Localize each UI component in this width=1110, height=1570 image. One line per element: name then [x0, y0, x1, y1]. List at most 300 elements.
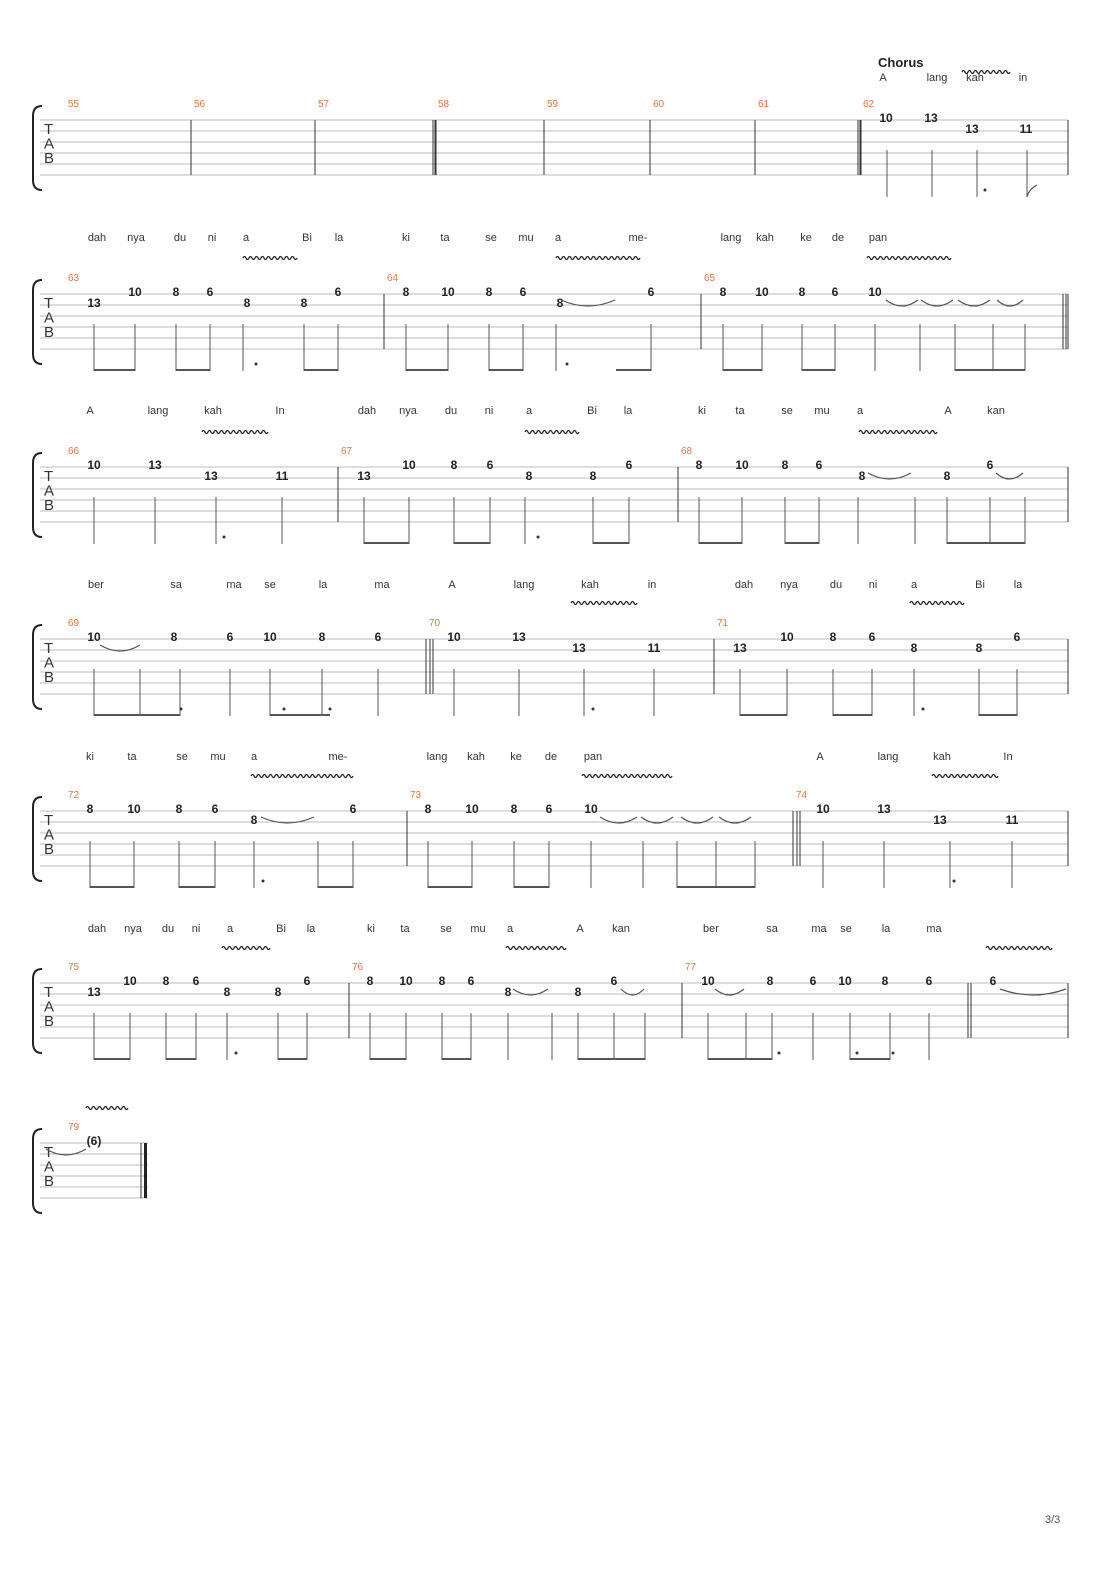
- fret-number: 10: [87, 458, 101, 472]
- tab-clef-letter: T: [44, 121, 54, 138]
- fret-number: 13: [924, 111, 938, 125]
- lyric-syllable: pan: [868, 232, 888, 244]
- dot: [223, 536, 226, 539]
- fret-number: 8: [556, 296, 564, 310]
- fret-number: 6: [986, 458, 994, 472]
- fret-number: 13: [204, 469, 218, 483]
- lyric-syllable: In: [1003, 751, 1013, 763]
- lyric-syllable: ma: [811, 923, 827, 935]
- lyric-syllable: ni: [191, 923, 201, 935]
- vibrato-mark: [243, 257, 297, 260]
- fret-number: 6: [334, 285, 342, 299]
- fret-number: 10: [735, 458, 749, 472]
- tab-system-1: [33, 99, 1068, 190]
- lyric-syllable: dah: [357, 405, 377, 417]
- fret-number: 6: [467, 974, 475, 988]
- tab-clef-letter: A: [44, 1158, 55, 1176]
- fret-number: 8: [162, 974, 170, 988]
- system-bracket: [33, 453, 42, 537]
- lyric-syllable: la: [334, 232, 344, 244]
- tab-clef-letter: A: [44, 826, 55, 844]
- dot: [329, 708, 332, 711]
- dot: [592, 708, 595, 711]
- lyric-syllable: mu: [814, 405, 830, 417]
- lyric-syllable: ke: [510, 751, 522, 763]
- vibrato-mark: [222, 947, 270, 950]
- lyric-syllable: ma: [374, 579, 390, 591]
- lyric-syllable: nya: [124, 923, 142, 935]
- lyric-syllable: nya: [127, 232, 145, 244]
- note-beam: [270, 714, 330, 716]
- fret-number: 8: [274, 985, 282, 999]
- tab-clef-letter: T: [44, 468, 54, 485]
- note-beam: [454, 542, 490, 544]
- lyric-syllable: ma: [926, 923, 942, 935]
- lyric-syllable: pan: [583, 751, 603, 763]
- fret-number: 8: [243, 296, 251, 310]
- fret-number: 8: [318, 630, 326, 644]
- note-flag: [1027, 185, 1037, 197]
- measure-number: 65: [704, 273, 716, 284]
- lyric-syllable: A: [576, 923, 584, 935]
- lyric-syllable: sa: [766, 923, 778, 935]
- fret-number: 10: [447, 630, 461, 644]
- fret-number: 8: [589, 469, 597, 483]
- measure-number: 73: [410, 790, 422, 801]
- note-beam: [578, 1058, 645, 1060]
- lyric-syllable: ta: [127, 751, 137, 763]
- dot: [892, 1052, 895, 1055]
- lyric-syllable: ki: [86, 751, 94, 763]
- note-beam: [723, 369, 762, 371]
- lyric-syllable: ma: [226, 579, 242, 591]
- lyric-syllable: ki: [402, 232, 410, 244]
- note-beam: [90, 886, 134, 888]
- fret-number: 8: [250, 813, 258, 827]
- note-beam: [318, 886, 353, 888]
- tab-clef-letter: B: [44, 497, 55, 514]
- dot: [984, 189, 987, 192]
- measure-number: 79: [68, 1122, 80, 1133]
- lyrics-system-5: [86, 751, 1013, 763]
- lyric-syllable: a: [910, 579, 918, 591]
- fret-number: 8: [510, 802, 518, 816]
- note-beam: [489, 369, 523, 371]
- fret-number: 8: [766, 974, 774, 988]
- system-bracket: [33, 969, 42, 1053]
- note-beam: [176, 369, 210, 371]
- fret-number: 10: [402, 458, 416, 472]
- fret-number: 10: [816, 802, 830, 816]
- fret-number: 8: [424, 802, 432, 816]
- fret-number: 13: [148, 458, 162, 472]
- fret-number: 13: [733, 641, 747, 655]
- lyric-syllable: se: [840, 923, 852, 935]
- tab-clef-letter: A: [44, 482, 55, 500]
- lyric-syllable: lang: [720, 232, 742, 244]
- tab-clef-letter: A: [44, 135, 55, 153]
- note-beam: [428, 886, 472, 888]
- lyric-syllable: In: [275, 405, 285, 417]
- lyric-syllable: kah: [467, 751, 485, 763]
- lyric-syllable: nya: [780, 579, 798, 591]
- fret-number: 8: [172, 285, 180, 299]
- lyric-syllable: ki: [367, 923, 375, 935]
- fret-number: 10: [128, 285, 142, 299]
- lyric-syllable: kan: [612, 923, 630, 935]
- tab-system-6: [33, 962, 1068, 1053]
- tab-clef-letter: B: [44, 1013, 55, 1030]
- fret-number: 8: [858, 469, 866, 483]
- lyric-syllable: se: [485, 232, 497, 244]
- fret-number: 6: [211, 802, 219, 816]
- system-bracket: [33, 1129, 42, 1213]
- tab-clef-letter: T: [44, 812, 54, 829]
- tab-notes-system-1: [879, 71, 1037, 198]
- lyrics-system-3: [86, 405, 1005, 417]
- fret-number: 8: [798, 285, 806, 299]
- note-beam: [304, 369, 338, 371]
- note-beam: [833, 714, 872, 716]
- vibrato-mark: [571, 602, 637, 605]
- tab-notes-system-6: [87, 947, 1066, 1061]
- dot: [778, 1052, 781, 1055]
- measure-number: 62: [863, 99, 875, 110]
- measure-number: 55: [68, 99, 80, 110]
- lyric-syllable: dah: [87, 232, 107, 244]
- lyric-syllable: a: [242, 232, 250, 244]
- fret-number: 8: [402, 285, 410, 299]
- vibrato-mark: [910, 602, 964, 605]
- fret-number: 8: [975, 641, 983, 655]
- fret-number: 11: [275, 469, 289, 483]
- note-beam: [514, 886, 549, 888]
- fret-number: 6: [226, 630, 234, 644]
- measure-number: 69: [68, 618, 80, 629]
- lyric-syllable: ki: [698, 405, 706, 417]
- note-beam: [708, 1058, 772, 1060]
- system-bracket: [33, 106, 42, 190]
- fret-number: 6: [349, 802, 357, 816]
- fret-number: 11: [1005, 813, 1019, 827]
- lyric-syllable: se: [176, 751, 188, 763]
- dot: [856, 1052, 859, 1055]
- note-beam: [616, 369, 651, 371]
- fret-number: 13: [933, 813, 947, 827]
- lyric-syllable: du: [161, 923, 175, 935]
- system-bracket: [33, 280, 42, 364]
- tab-system-2: [33, 273, 1068, 364]
- measure-number: 77: [685, 962, 697, 973]
- lyric-syllable: lang: [147, 405, 169, 417]
- fret-number: 10: [441, 285, 455, 299]
- note-beam: [740, 714, 787, 716]
- lyric-syllable: de: [831, 232, 845, 244]
- fret-number: 6: [519, 285, 527, 299]
- fret-number: 8: [781, 458, 789, 472]
- dot: [235, 1052, 238, 1055]
- note-beam: [406, 369, 448, 371]
- fret-number: 8: [86, 802, 94, 816]
- tab-system-3: [33, 446, 1068, 537]
- lyric-syllable: A: [816, 751, 824, 763]
- fret-number: (6): [86, 1134, 102, 1148]
- lyric-syllable: du: [829, 579, 843, 591]
- lyric-syllable: ni: [207, 232, 217, 244]
- lyric-syllable: A: [879, 72, 887, 84]
- tab-clef-letter: B: [44, 669, 55, 686]
- lyric-syllable: Bi: [302, 232, 312, 244]
- lyric-syllable: in: [1018, 72, 1028, 84]
- dot: [953, 880, 956, 883]
- lyric-syllable: me-: [628, 232, 648, 244]
- fret-number: 8: [223, 985, 231, 999]
- measure-number: 70: [429, 618, 441, 629]
- vibrato-mark: [86, 1107, 128, 1110]
- vibrato-mark: [202, 431, 268, 434]
- note-beam: [94, 714, 180, 716]
- lyric-syllable: du: [173, 232, 187, 244]
- note-beam: [802, 369, 835, 371]
- tab-clef-letter: T: [44, 295, 54, 312]
- lyric-syllable: ta: [735, 405, 745, 417]
- lyric-syllable: de: [544, 751, 558, 763]
- fret-number: 6: [192, 974, 200, 988]
- tab-clef-letter: A: [44, 998, 55, 1016]
- measure-number: 58: [438, 99, 450, 110]
- fret-number: 8: [881, 974, 889, 988]
- measure-number: 71: [717, 618, 729, 629]
- fret-number: 8: [170, 630, 178, 644]
- note-beam: [179, 886, 215, 888]
- dot: [537, 536, 540, 539]
- fret-number: 6: [989, 974, 997, 988]
- vibrato-mark: [506, 947, 566, 950]
- lyric-syllable: ta: [400, 923, 410, 935]
- lyric-syllable: a: [250, 751, 258, 763]
- tab-notes-system-5: [87, 775, 1019, 889]
- fret-number: 13: [877, 802, 891, 816]
- measure-number: 56: [194, 99, 206, 110]
- note-beam: [947, 542, 1025, 544]
- measure-number: 74: [796, 790, 808, 801]
- note-beam: [278, 1058, 307, 1060]
- fret-number: 11: [647, 641, 661, 655]
- measure-number: 76: [352, 962, 364, 973]
- lyric-syllable: mu: [210, 751, 226, 763]
- note-beam: [785, 542, 819, 544]
- lyric-syllable: A: [448, 579, 456, 591]
- fret-number: 10: [838, 974, 852, 988]
- note-beam: [677, 886, 755, 888]
- section-label-chorus: Chorus: [878, 55, 924, 70]
- measure-number: 64: [387, 273, 399, 284]
- lyric-syllable: la: [1013, 579, 1023, 591]
- vibrato-mark: [867, 257, 951, 260]
- fret-number: 10: [399, 974, 413, 988]
- lyric-syllable: lang: [426, 751, 448, 763]
- fret-number: 8: [366, 974, 374, 988]
- lyric-syllable: mu: [470, 923, 486, 935]
- barline-final: [144, 1143, 147, 1198]
- fret-number: 6: [1013, 630, 1021, 644]
- fret-number: 6: [809, 974, 817, 988]
- tab-staves: [33, 99, 1068, 1213]
- lyric-syllable: a: [525, 405, 533, 417]
- fret-number: 8: [829, 630, 837, 644]
- fret-number: 11: [1019, 122, 1033, 136]
- lyric-syllable: la: [623, 405, 633, 417]
- note-beam: [94, 1058, 130, 1060]
- lyric-syllable: lang: [877, 751, 899, 763]
- tab-clef-letter: B: [44, 1173, 55, 1190]
- tab-notes-system-3: [87, 431, 1025, 545]
- dot: [566, 363, 569, 366]
- fret-number: 8: [485, 285, 493, 299]
- tab-clef-letter: B: [44, 841, 55, 858]
- lyric-syllable: kah: [966, 72, 984, 84]
- measure-number: 63: [68, 273, 80, 284]
- note-beam: [593, 542, 629, 544]
- fret-number: 6: [647, 285, 655, 299]
- lyric-syllable: me-: [328, 751, 348, 763]
- fret-number: 13: [357, 469, 371, 483]
- lyric-syllable: kan: [987, 405, 1005, 417]
- fret-number: 8: [574, 985, 582, 999]
- lyric-syllable: a: [226, 923, 234, 935]
- note-beam: [442, 1058, 471, 1060]
- lyric-syllable: a: [506, 923, 514, 935]
- fret-number: 8: [300, 296, 308, 310]
- fret-number: 6: [925, 974, 933, 988]
- tab-clef-letter: T: [44, 1144, 54, 1161]
- lyric-syllable: Bi: [276, 923, 286, 935]
- fret-number: 8: [525, 469, 533, 483]
- lyrics-system-2: [88, 232, 887, 244]
- fret-number: 10: [868, 285, 882, 299]
- tab-clef-letter: T: [44, 640, 54, 657]
- note-beam: [370, 1058, 406, 1060]
- tab-system-4: [33, 618, 1068, 709]
- lyric-syllable: A: [86, 405, 94, 417]
- fret-number: 8: [719, 285, 727, 299]
- fret-number: 8: [450, 458, 458, 472]
- fret-number: 10: [263, 630, 277, 644]
- fret-number: 6: [303, 974, 311, 988]
- system-bracket: [33, 797, 42, 881]
- fret-number: 8: [175, 802, 183, 816]
- vibrato-mark: [859, 431, 937, 434]
- lyric-syllable: sa: [170, 579, 182, 591]
- lyric-syllable: Bi: [587, 405, 597, 417]
- lyrics-system-6: [88, 923, 943, 935]
- fret-number: 10: [701, 974, 715, 988]
- dot: [180, 708, 183, 711]
- lyric-syllable: lang: [513, 579, 535, 591]
- fret-number: 10: [127, 802, 141, 816]
- fret-number: 8: [943, 469, 951, 483]
- measure-number: 75: [68, 962, 80, 973]
- dot: [922, 708, 925, 711]
- lyric-syllable: se: [264, 579, 276, 591]
- dot: [255, 363, 258, 366]
- fret-number: 10: [465, 802, 479, 816]
- system-bracket: [33, 625, 42, 709]
- note-beam: [955, 369, 1025, 371]
- page-number: 3/3: [1045, 1514, 1061, 1526]
- fret-number: 6: [610, 974, 618, 988]
- lyric-syllable: ke: [800, 232, 812, 244]
- fret-number: 10: [87, 630, 101, 644]
- lyric-syllable: kah: [933, 751, 951, 763]
- lyric-syllable: Bi: [975, 579, 985, 591]
- measure-number: 67: [341, 446, 353, 457]
- fret-number: 13: [87, 985, 101, 999]
- measure-number: 66: [68, 446, 80, 457]
- lyric-syllable: dah: [87, 923, 107, 935]
- dot: [262, 880, 265, 883]
- fret-number: 8: [695, 458, 703, 472]
- fret-number: 10: [780, 630, 794, 644]
- fret-number: 6: [486, 458, 494, 472]
- note-beam: [94, 369, 135, 371]
- fret-number: 6: [374, 630, 382, 644]
- vibrato-mark: [582, 775, 672, 778]
- note-beam: [364, 542, 409, 544]
- fret-number: 10: [123, 974, 137, 988]
- fret-number: 13: [572, 641, 586, 655]
- lyrics-system-1: [879, 72, 1027, 84]
- fret-number: 8: [504, 985, 512, 999]
- measure-number: 59: [547, 99, 559, 110]
- lyric-syllable: ni: [484, 405, 494, 417]
- tab-notes-system-4: [87, 602, 1020, 717]
- lyric-syllable: kah: [581, 579, 599, 591]
- lyric-syllable: ber: [703, 923, 719, 935]
- lyric-syllable: A: [944, 405, 952, 417]
- vibrato-mark: [556, 257, 640, 260]
- fret-number: 10: [755, 285, 769, 299]
- lyric-syllable: in: [647, 579, 657, 591]
- lyric-syllable: nya: [399, 405, 417, 417]
- lyric-syllable: kah: [756, 232, 774, 244]
- lyric-syllable: mu: [518, 232, 534, 244]
- fret-number: 8: [438, 974, 446, 988]
- tab-notes-system-2: [87, 257, 1025, 372]
- note-beam: [166, 1058, 196, 1060]
- lyric-syllable: ber: [88, 579, 104, 591]
- measure-number: 60: [653, 99, 665, 110]
- fret-number: 6: [206, 285, 214, 299]
- tab-clef-letter: A: [44, 309, 55, 327]
- lyric-syllable: a: [856, 405, 864, 417]
- measure-number: 72: [68, 790, 80, 801]
- lyric-syllable: ni: [868, 579, 878, 591]
- fret-number: 10: [879, 111, 893, 125]
- tab-clef-letter: A: [44, 654, 55, 672]
- vibrato-mark: [251, 775, 353, 778]
- measure-number: 57: [318, 99, 330, 110]
- tab-clef-letter: B: [44, 324, 55, 341]
- vibrato-mark: [932, 775, 998, 778]
- fret-number: 13: [965, 122, 979, 136]
- measure-number: 68: [681, 446, 693, 457]
- lyric-syllable: du: [444, 405, 458, 417]
- lyric-syllable: dah: [734, 579, 754, 591]
- fret-number: 10: [584, 802, 598, 816]
- fret-number: 8: [910, 641, 918, 655]
- tab-clef-letter: T: [44, 984, 54, 1001]
